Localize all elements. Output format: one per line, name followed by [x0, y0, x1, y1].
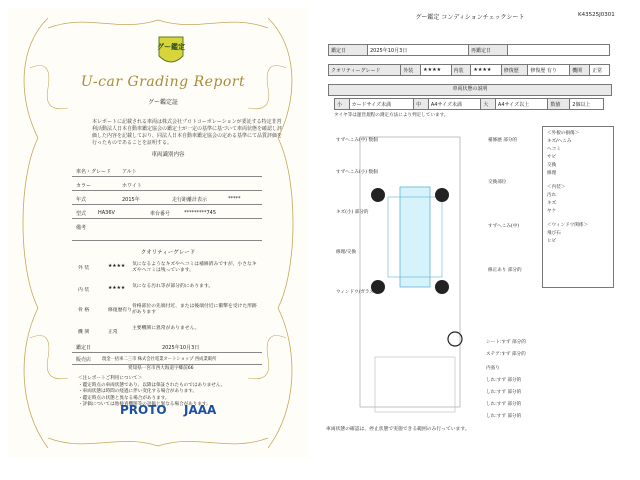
grade-stars: ★★★★: [108, 286, 126, 291]
size-legend-table: [334, 98, 604, 110]
model-label: 型式: [76, 211, 87, 217]
interior-label: 内装: [451, 65, 471, 76]
row-grade: [72, 166, 262, 177]
certificate-title: U-car Grading Report: [80, 74, 246, 90]
interior-label: シート:すず 部分的: [486, 340, 526, 345]
damage-label: 修正あり 部分的: [488, 268, 522, 273]
exterior-label: 外装: [401, 65, 421, 76]
engine-value: 正常: [590, 65, 610, 76]
note-line: ・車両状態は時間の経過に伴い変化する場合があります。: [78, 389, 198, 394]
grade-desc: 骨格部位の先端付近、または後端付近に衝撃を受けた形跡があります: [132, 304, 257, 315]
size-medium: 中: [414, 99, 429, 110]
size-large-desc: A4サイズ以上: [495, 99, 548, 110]
certificate-intro: 本レポートに記載される車両は株式会社プロトコーポレーションが委託する特定非営利活動法人日本自動車鑑定協会の鑑定士が一定の基準に基づいて車両状態を確認し評価した内容を記載しており、同法人日本自動車鑑定協会の定める基準にて品質評価を行ったものであることを証明する。: [92, 119, 283, 146]
appraisal-date-table: [328, 44, 610, 56]
legend-item: ＜ウィンドウ関係＞: [547, 223, 589, 228]
legend-item: ＜内装＞: [547, 185, 566, 190]
appraisal-date: 2025年10月3日: [162, 345, 200, 351]
legend-item: 飛び石: [547, 231, 561, 236]
chassis-label: 車台番号: [150, 211, 171, 217]
row-year: [72, 194, 262, 205]
mileage-label: 走行距離計表示: [172, 197, 208, 203]
engine-label: 機関: [570, 65, 590, 76]
year-label: 年式: [76, 197, 87, 203]
appraisal-label: 鑑定日: [76, 345, 92, 351]
note-line: ・評価については他検査機関等の評価と異なる場合があります。: [78, 402, 211, 407]
row-dealer: [72, 354, 262, 365]
grade-label: 車名・グレード: [76, 169, 112, 175]
grade-stars: 正常: [108, 330, 118, 335]
repair-label: 修復歴: [501, 65, 528, 76]
grade-desc: 気になるようなキズやヘコミは補修済みですが、小さなキズやヘコミは残っています。: [132, 262, 257, 273]
note-line: ＜注レポートご利用について＞: [78, 376, 143, 381]
legend-item: ＜外板の損傷＞: [547, 131, 580, 136]
legend-item: キズ: [547, 201, 557, 206]
legend-item: ヘコミ: [547, 147, 561, 152]
appraisal-date-label: 鑑定日: [329, 45, 368, 56]
dealer-value: 現金一括車二三市 株式会社電業オートショップ 西成業販所: [102, 357, 217, 362]
interior-label: 内張り: [486, 366, 500, 371]
usage-notes: [78, 376, 268, 409]
grade-label: 外 装: [78, 266, 90, 271]
dealer-address: 愛知県一宮市西大海道字郷前66: [128, 366, 194, 371]
grade-stars: 修復歴有り: [108, 308, 132, 313]
legend-item: 汚れ: [547, 193, 557, 198]
size-small-desc: カードサイズ未満: [349, 99, 414, 110]
damage-label: すずへこみ(中): [488, 224, 520, 229]
grade-value: アルト: [122, 169, 137, 175]
interior-stars: ★★★★: [471, 65, 501, 76]
grading-certificate: [8, 8, 308, 458]
row-color: [72, 180, 262, 191]
interior-label: ステア:すず 部分的: [486, 352, 526, 357]
grade-frame: [72, 302, 262, 324]
grade-interior: [72, 282, 262, 304]
grade-label: 機 関: [78, 330, 90, 335]
damage-label: すずへこみ(中) 数個: [336, 138, 378, 143]
row-notes: [72, 222, 262, 241]
note-line: ・鑑定時点の車両状態であり、以降は保証されたものではありません。: [78, 382, 226, 388]
badge-label: グー鑑定: [157, 43, 185, 51]
interior-label: しれ:すず 部分的: [486, 414, 522, 419]
legend-item: キズ/へこみ: [547, 139, 572, 144]
damage-label: すずへこみ(小) 数個: [336, 170, 378, 175]
model-value: HA36V: [98, 210, 115, 216]
legend-note: タイヤ等は運営規程の測定方法により判定しています。: [334, 113, 449, 118]
jaaa-logo: JAAA: [184, 403, 217, 417]
interior-label: しれ:すず 部分的: [486, 402, 522, 407]
interior-label: しれ:すず 部分的: [486, 378, 522, 383]
row-appraisal: [72, 342, 262, 353]
score-value: 2個以上: [570, 99, 604, 110]
condition-check-sheet: [320, 10, 620, 470]
grade-desc: 気になる汚れ等が部分的にあります。: [132, 284, 214, 289]
damage-label: キズ(小) 部分的: [336, 210, 369, 215]
mileage-value: *****: [228, 196, 241, 202]
grade-desc: 主要機関に異常がありません。: [132, 326, 200, 331]
interior-label: しれ:すず 部分的: [486, 390, 522, 395]
exterior-stars: ★★★★: [421, 65, 451, 76]
size-large: 大: [481, 99, 496, 110]
score-label: 数値: [548, 99, 570, 110]
grade-exterior: [72, 260, 262, 282]
legend-item: 交換: [547, 163, 557, 168]
section-title: 車両状態の説明: [328, 84, 612, 96]
goo-appraisal-badge-icon: [156, 34, 186, 70]
quality-grade-label: クオリティーグレード: [329, 65, 401, 76]
grade-label: 内 装: [78, 288, 90, 293]
row-model: [72, 208, 262, 219]
sheet-footer: 車両状態の確認は、停止状態で実施できる範囲のみ行っています。: [326, 427, 470, 432]
sheet-title: グー鑑定 コンディションチェックシート: [415, 14, 525, 21]
damage-label: ウィンドウ/ガラス: [336, 290, 374, 295]
size-small: 小: [335, 99, 350, 110]
color-label: カラー: [76, 183, 92, 189]
size-medium-desc: A4サイズ未満: [428, 99, 481, 110]
color-value: ホワイト: [122, 183, 142, 189]
damage-label: 交換部位: [488, 180, 507, 185]
grade-stars: ★★★★: [108, 264, 126, 269]
quality-grade-table: [328, 64, 610, 76]
vehicle-heading: 車両識別内容: [151, 152, 185, 158]
reappraisal-label: 再鑑定日: [469, 45, 508, 56]
legend-panel: [542, 126, 614, 288]
legend-item: ヒビ: [547, 239, 557, 244]
repair-value: 修復歴 有り: [528, 65, 570, 76]
year-value: 2015年: [122, 197, 140, 203]
legend-item: 修理: [547, 171, 557, 176]
quality-heading: クオリティーグレード: [140, 250, 196, 256]
proto-logo: PROTO: [120, 403, 167, 417]
damage-label: 修理/交換: [336, 250, 356, 255]
legend-item: サビ: [547, 155, 557, 160]
grade-label: 骨 格: [78, 308, 90, 313]
sheet-code: K43525J0301: [578, 12, 615, 18]
notes-label: 備考: [76, 225, 87, 231]
reappraisal-value: [508, 45, 610, 56]
certificate-subtitle: グー鑑定証: [147, 99, 178, 106]
dealer-label: 販売店: [76, 357, 92, 363]
legend-item: ヤケ: [547, 209, 557, 214]
note-line: ・鑑定時点の状態と異なる場合があります。: [78, 395, 170, 401]
chassis-value: *********745: [184, 210, 217, 216]
damage-label: 補修歴 部分的: [488, 138, 518, 143]
appraisal-date-value: 2025年10月3日: [368, 45, 469, 56]
